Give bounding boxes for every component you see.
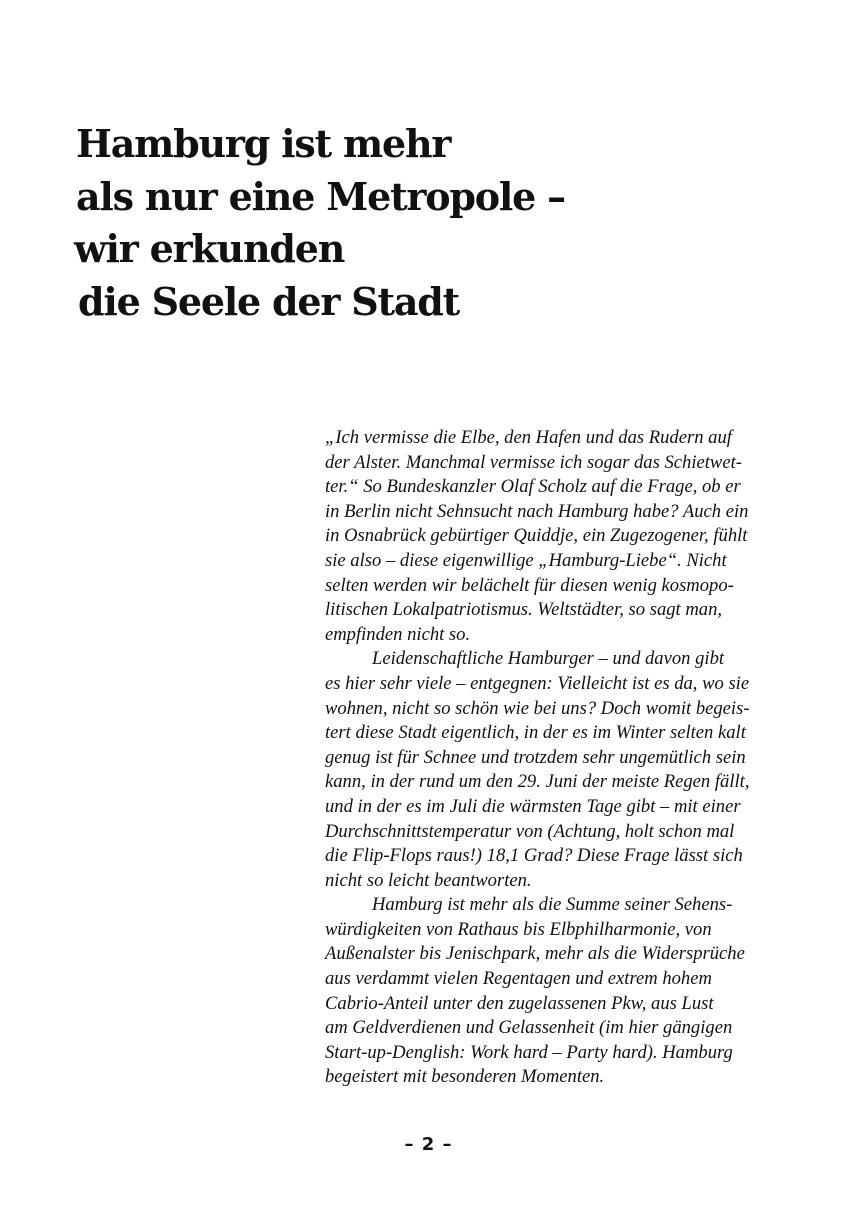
headline-line: Hamburg ist mehr — [76, 121, 451, 166]
paragraph-3-line: Hamburg ist mehr als die Summe seiner Sehens- — [372, 894, 733, 916]
headline-line: wir erkunden — [74, 226, 345, 271]
paragraph-1-line: „Ich vermisse die Elbe, den Hafen und das Rudern auf — [325, 427, 732, 448]
paragraph-2-line: wohnen, nicht so schön wie bei uns? Doch womit begeis- — [325, 697, 750, 719]
paragraph-2-line: Leidenschaftliche Hamburger – und davon gibt — [372, 648, 725, 670]
paragraph-1-line: in Osnabrück gebürtiger Quiddje, ein Zugezogener, fühlt — [325, 525, 748, 547]
paragraph-2-line: tert diese Stadt eigentlich, in der es im Winter selten kalt — [325, 722, 746, 744]
paragraph-2-line: und in der es im Juli die wärmsten Tage gibt – mit einer — [325, 795, 741, 817]
paragraph-3-line: würdigkeiten von Rathaus bis Elbphilharmonie, von — [325, 918, 712, 940]
paragraph-1-line: empfinden nicht so. — [325, 623, 471, 645]
paragraph-3-line: am Geldverdienen und Gelassenheit (im hier gängigen — [325, 1017, 733, 1039]
body-text — [325, 426, 805, 1090]
paragraph-2-line: Durchschnittstemperatur von (Achtung, holt schon mal — [325, 820, 735, 842]
headline-line: die Seele der Stadt — [78, 278, 459, 324]
page-number: – 2 – — [404, 1134, 453, 1155]
paragraph-3-line: Start-up-Denglish: Work hard – Party hard). Hamburg — [325, 1041, 733, 1063]
paragraph-2-line: genug ist für Schnee und trotzdem sehr ungemütlich sein — [325, 746, 746, 768]
paragraph-1-line: selten werden wir belächelt für diesen wenig kosmopo- — [325, 574, 734, 596]
paragraph-3-line: aus verdammt vielen Regentagen und extrem hohem — [325, 968, 712, 990]
paragraph-3-line: Cabrio-Anteil unter den zugelassenen Pkw, aus Lust — [325, 992, 714, 1014]
paragraph-3-line: Außenalster bis Jenischpark, mehr als die Widersprüche — [325, 943, 745, 965]
paragraph-2-line: es hier sehr viele – entgegnen: Vielleicht ist es da, wo sie — [325, 672, 750, 694]
paragraph-1-line: in Berlin nicht Sehnsucht nach Hamburg habe? Auch ein — [325, 500, 749, 522]
paragraph-1-line: sie also – diese eigenwillige „Hamburg-Liebe“. Nicht — [325, 549, 727, 571]
headline-line: als nur eine Metropole – — [76, 173, 565, 219]
paragraph-3-line: begeistert mit besonderen Momenten. — [325, 1066, 605, 1088]
paragraph-2-line: die Flip-Flops raus!) 18,1 Grad? Diese Frage lässt sich — [325, 845, 743, 867]
paragraph-1-line: der Alster. Manchmal vermisse ich sogar das Schietwet- — [325, 451, 742, 473]
paragraph-2-line: nicht so leicht beantworten. — [325, 869, 532, 891]
paragraph-1-line: litischen Lokalpatriotismus. Weltstädter, so sagt man, — [325, 599, 723, 621]
headline — [76, 118, 676, 328]
paragraph-2-line: kann, in der rund um den 29. Juni der meiste Regen fällt, — [325, 771, 750, 793]
paragraph-1-line: ter.“ So Bundeskanzler Olaf Scholz auf die Frage, ob er — [325, 476, 741, 498]
